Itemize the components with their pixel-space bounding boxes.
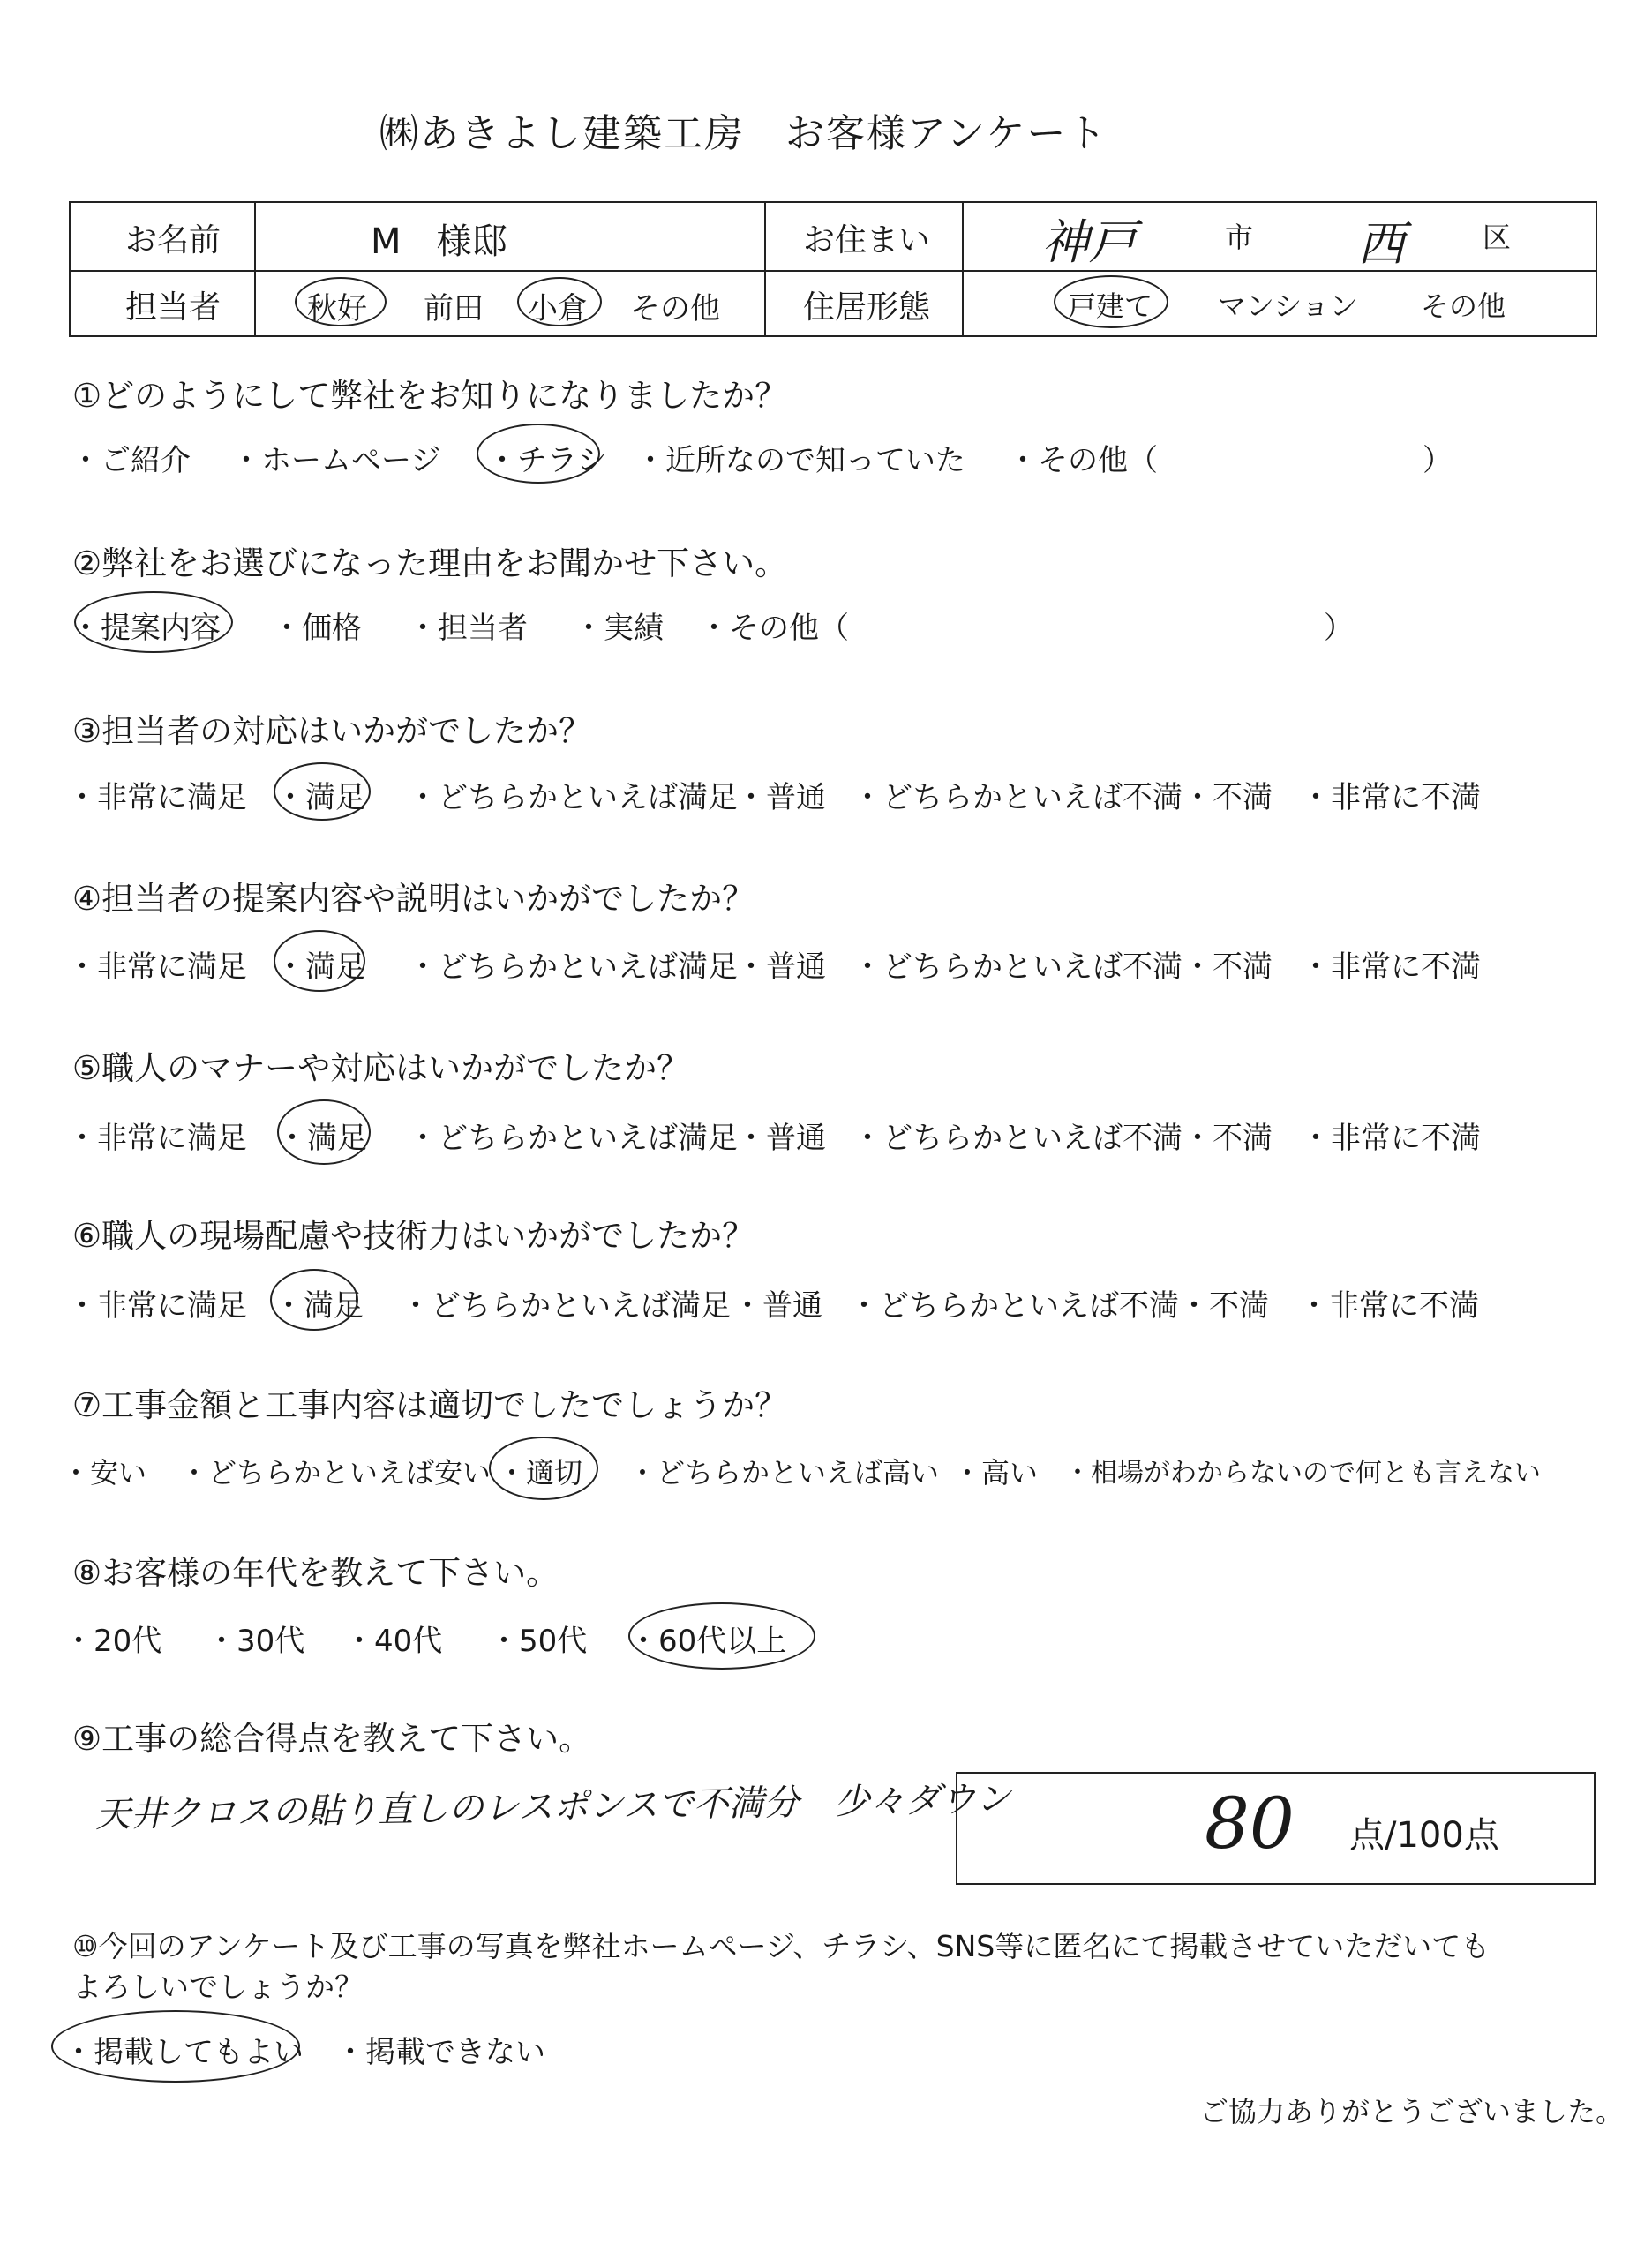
option-neutral: ・普通 — [736, 780, 826, 815]
selected-circle — [517, 277, 602, 326]
staff-option-ogura: 小倉 — [528, 291, 588, 326]
option-other-close: ） — [1324, 611, 1354, 646]
selected-circle — [1054, 275, 1168, 328]
name-label: お名前 — [125, 222, 222, 259]
question-10-options — [0, 2028, 1652, 2081]
option-somewhat-satisfied: ・どちらかといえば満足 — [408, 780, 738, 815]
option-very-satisfied: ・非常に満足 — [67, 780, 247, 815]
question-2: ②弊社をお選びになった理由をお聞かせ下さい。 — [72, 544, 788, 582]
option-other: ・その他（ — [699, 611, 849, 646]
question-9: ⑨工事の総合得点を教えて下さい。 — [72, 1720, 592, 1758]
option-somewhat-dissatisfied: ・どちらかといえば不満 — [849, 1288, 1179, 1324]
score-handwritten: 80 — [1205, 1782, 1295, 1865]
option-may-publish: ・掲載してもよい — [64, 2035, 304, 2070]
selected-circle — [270, 1269, 358, 1331]
option-satisfied: ・満足 — [274, 1288, 364, 1324]
option-expensive: ・高い — [953, 1456, 1039, 1490]
question-8: ⑧お客様の年代を教えて下さい。 — [72, 1554, 559, 1592]
staff-option-akiyoshi: 秋好 — [307, 291, 367, 326]
option-staff: ・担当者 — [408, 611, 528, 646]
option-dissatisfied: ・不満 — [1183, 780, 1273, 815]
option-satisfied: ・満足 — [275, 949, 365, 985]
question-7: ⑦工事金額と工事内容は適切でしたでしょうか？ — [72, 1386, 788, 1424]
housing-option-house: 戸建て — [1068, 289, 1153, 323]
option-very-satisfied: ・非常に満足 — [67, 1288, 247, 1324]
option-20s: ・20代 — [64, 1624, 162, 1659]
question-10-line-1: ⑩今回のアンケート及び工事の写真を弊社ホームページ、チラシ、SNS等に匿名にて掲載させていただいても — [72, 1929, 1491, 1963]
option-track-record: ・実績 — [574, 611, 664, 646]
staff-label: 担当者 — [125, 289, 222, 326]
customer-info-table — [69, 201, 1597, 337]
question-3: ③担当者の対応はいかがでしたか？ — [72, 712, 592, 750]
option-very-dissatisfied: ・非常に不満 — [1301, 780, 1481, 815]
ward-suffix: 区 — [1483, 221, 1512, 254]
question-6: ⑥職人の現場配慮や技術力はいかがでしたか？ — [72, 1217, 755, 1255]
score-suffix: 点/100点 — [1349, 1815, 1499, 1856]
option-referral: ・ご紹介 — [71, 443, 191, 478]
option-50s: ・50代 — [489, 1624, 588, 1659]
option-very-dissatisfied: ・非常に不満 — [1301, 1121, 1481, 1156]
option-satisfied: ・満足 — [275, 780, 365, 815]
option-somewhat-dissatisfied: ・どちらかといえば不満 — [852, 780, 1183, 815]
ward-handwritten: 西 — [1357, 216, 1405, 272]
city-handwritten: 神戸 — [1041, 214, 1137, 270]
selected-circle — [295, 277, 387, 326]
option-appropriate: ・適切 — [498, 1456, 583, 1490]
option-somewhat-dissatisfied: ・どちらかといえば不満 — [852, 949, 1183, 985]
question-3-options — [0, 773, 1652, 826]
score-box — [956, 1772, 1596, 1885]
option-very-satisfied: ・非常に満足 — [67, 1121, 247, 1156]
option-30s: ・30代 — [206, 1624, 305, 1659]
selected-circle — [628, 1602, 815, 1670]
staff-option-maeda: 前田 — [424, 291, 484, 326]
selected-circle — [74, 591, 233, 653]
survey-title: ㈱あきよし建築工房 お客様アンケート — [379, 111, 1108, 156]
option-somewhat-dissatisfied: ・どちらかといえば不満 — [852, 1121, 1183, 1156]
option-somewhat-satisfied: ・どちらかといえば満足 — [408, 1121, 738, 1156]
option-proposal: ・提案内容 — [71, 611, 221, 646]
option-neutral: ・普通 — [732, 1288, 822, 1324]
question-2-options — [0, 604, 1652, 657]
question-1-options — [0, 436, 1652, 489]
question-4-options — [0, 942, 1652, 995]
selected-circle — [277, 1099, 371, 1165]
option-very-satisfied: ・非常に満足 — [67, 949, 247, 985]
question-4: ④担当者の提案内容や説明はいかがでしたか？ — [72, 880, 755, 918]
option-very-dissatisfied: ・非常に不満 — [1301, 949, 1481, 985]
option-60s-plus: ・60代以上 — [628, 1624, 787, 1659]
option-neutral: ・普通 — [736, 1121, 826, 1156]
city-suffix: 市 — [1225, 221, 1254, 254]
option-cheap: ・安い — [62, 1456, 147, 1490]
option-flyer: ・チラシ — [487, 443, 607, 478]
question-1: ①どのようにして弊社をお知りになりましたか？ — [72, 377, 788, 415]
option-somewhat-satisfied: ・どちらかといえば満足 — [408, 949, 738, 985]
name-value: M 様邸 — [371, 221, 507, 262]
question-7-options — [0, 1451, 1652, 1504]
option-dissatisfied: ・不満 — [1179, 1288, 1269, 1324]
option-satisfied: ・満足 — [277, 1121, 367, 1156]
question-5-options — [0, 1114, 1652, 1167]
option-cannot-publish: ・掲載できない — [335, 2035, 545, 2070]
housing-label: 住居形態 — [803, 289, 931, 326]
staff-option-other: その他 — [630, 291, 720, 326]
option-price: ・価格 — [272, 611, 362, 646]
question-6-options — [0, 1281, 1652, 1334]
col-divider — [962, 203, 964, 335]
col-divider — [254, 203, 256, 335]
selected-circle — [489, 1437, 598, 1500]
question-8-options — [0, 1617, 1652, 1670]
option-very-dissatisfied: ・非常に不満 — [1299, 1288, 1479, 1324]
option-neutral: ・普通 — [736, 949, 826, 985]
option-dont-know: ・相場がわからないので何とも言えない — [1064, 1458, 1541, 1489]
address-label: お住まい — [803, 222, 931, 259]
option-homepage: ・ホームページ — [231, 443, 441, 478]
selected-circle — [51, 2010, 300, 2083]
option-other-close: ） — [1423, 443, 1453, 478]
option-dissatisfied: ・不満 — [1183, 1121, 1273, 1156]
housing-option-other: その他 — [1421, 289, 1506, 323]
option-somewhat-cheap: ・どちらかといえば安い — [180, 1456, 492, 1490]
col-divider — [764, 203, 766, 335]
selected-circle — [477, 424, 600, 484]
option-dissatisfied: ・不満 — [1183, 949, 1273, 985]
option-40s: ・40代 — [344, 1624, 443, 1659]
question-5: ⑤職人のマナーや対応はいかがでしたか？ — [72, 1049, 690, 1087]
thanks-message: ご協力ありがとうございました。 — [1200, 2095, 1625, 2128]
option-nearby: ・近所なので知っていた — [635, 443, 965, 478]
comment-handwritten: 天井クロスの貼り直しのレスポンスで不満分 少々ダウン — [94, 1778, 1011, 1836]
housing-option-mansion: マンション — [1218, 289, 1358, 323]
option-somewhat-expensive: ・どちらかといえば高い — [628, 1456, 940, 1490]
question-10-line-2: よろしいでしょうか？ — [72, 1970, 364, 2004]
selected-circle — [274, 762, 371, 821]
selected-circle — [274, 930, 365, 992]
option-other: ・その他（ — [1008, 443, 1158, 478]
option-somewhat-satisfied: ・どちらかといえば満足 — [401, 1288, 731, 1324]
